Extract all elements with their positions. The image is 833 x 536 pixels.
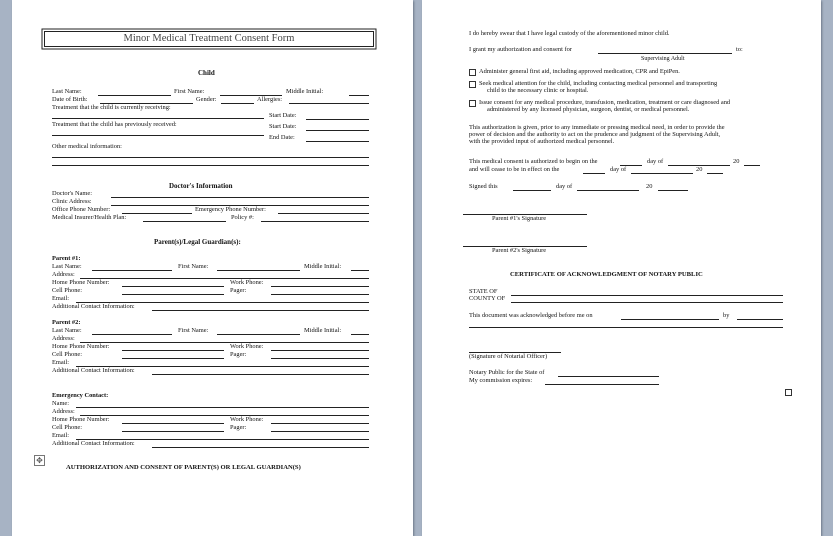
option2-text-1: Seek medical attention for the child, including contacting medical personnel and transporting [479, 80, 718, 87]
parents-heading: Parent(s)/Legal Guardian(s): [154, 238, 241, 246]
parent1-cell-phone-label: Cell Phone: [52, 287, 82, 294]
insurer-label: Medical Insurer/Health Plan: [52, 214, 127, 221]
emergency-work-phone-field[interactable] [271, 423, 369, 424]
parent2-work-phone-label: Work Phone: [230, 343, 264, 350]
signed-year-label: 20 [646, 183, 653, 190]
parent1-work-phone-field[interactable] [271, 286, 369, 287]
emergency-address-field[interactable] [80, 415, 369, 416]
parent1-additional-label: Additional Contact Information: [52, 303, 135, 310]
child-heading: Child [198, 69, 215, 77]
policy-label: Policy #: [231, 214, 254, 221]
doctor-heading: Doctor's Information [169, 182, 233, 190]
parent2-last-name-label: Last Name: [52, 327, 82, 334]
parent1-work-phone-label: Work Phone: [230, 279, 264, 286]
document-page-2 [422, 0, 821, 536]
child-middle-initial-label: Middle Initial: [286, 88, 324, 95]
parent2-first-name-label: First Name: [178, 327, 209, 334]
emergency-name-field[interactable] [76, 407, 369, 408]
current-treatment-label: Treatment that the child is currently receiving: [52, 104, 171, 111]
emergency-additional-field[interactable] [152, 447, 369, 448]
cease-year-label: 20 [696, 166, 703, 173]
acknowledged-date-field[interactable] [621, 319, 719, 320]
supervising-adult-field[interactable] [598, 53, 732, 54]
parent2-pager-label: Pager: [230, 351, 247, 358]
parent2-last-name-field[interactable] [92, 334, 172, 335]
parent1-signature-label: Parent #1's Signature [492, 215, 547, 222]
state-of-label: STATE OF [469, 288, 498, 295]
office-phone-field[interactable] [122, 213, 192, 214]
notary-state-label: Notary Public for the State of [469, 369, 545, 376]
child-last-name-label: Last Name: [52, 88, 82, 95]
child-first-name-label: First Name: [174, 88, 205, 95]
end-marker-checkbox [785, 389, 792, 396]
child-allergies-field[interactable] [289, 103, 369, 104]
emergency-work-phone-label: Work Phone: [230, 416, 264, 423]
parent2-signature-label: Parent #2's Signature [492, 247, 547, 254]
parent2-middle-initial-label: Middle Initial: [304, 327, 342, 334]
signed-year-field[interactable] [658, 190, 688, 191]
child-gender-field[interactable] [221, 103, 254, 104]
county-of-field[interactable] [511, 302, 783, 303]
parent2-cell-phone-field[interactable] [122, 358, 224, 359]
clinic-address-label: Clinic Address: [52, 198, 92, 205]
parent1-last-name-label: Last Name: [52, 263, 82, 270]
end-date-label: End Date: [269, 134, 295, 141]
parent2-additional-field[interactable] [152, 374, 369, 375]
parent1-pager-field[interactable] [271, 294, 369, 295]
supervising-adult-caption: Supervising Adult [641, 56, 685, 62]
emergency-email-label: Email: [52, 432, 70, 439]
grant-label: I grant my authorization and consent for [469, 46, 572, 53]
notary-state-field[interactable] [558, 376, 659, 377]
doctor-name-field[interactable] [111, 197, 369, 198]
parent1-pager-label: Pager: [230, 287, 247, 294]
authorization-para-3: with the provided input of authorized medical personnel. [469, 138, 615, 145]
cease-day-of-label: day of [610, 166, 627, 173]
state-of-field[interactable] [511, 295, 783, 296]
begin-year-field[interactable] [744, 165, 760, 166]
option1-text: Administer general first aid, including approved medication, CPR and EpiPen. [479, 68, 680, 75]
emergency-name-label: Name: [52, 400, 70, 407]
start-date-field-1[interactable] [306, 119, 369, 120]
option3-checkbox[interactable] [469, 100, 476, 107]
emergency-pager-label: Pager: [230, 424, 247, 431]
emergency-cell-phone-field[interactable] [122, 431, 224, 432]
acknowledged-by-field-2[interactable] [469, 327, 783, 328]
child-allergies-label: Allergies: [257, 96, 283, 103]
doctor-name-label: Doctor's Name: [52, 190, 93, 197]
emergency-additional-label: Additional Contact Information: [52, 440, 135, 447]
current-treatment-field[interactable] [52, 118, 264, 119]
parent1-cell-phone-field[interactable] [122, 294, 224, 295]
child-dob-label: Date of Birth: [52, 96, 88, 103]
office-phone-label: Office Phone Number: [52, 206, 111, 213]
parent2-pager-field[interactable] [271, 358, 369, 359]
child-last-name-field[interactable] [98, 95, 171, 96]
start-date-label-2: Start Date: [269, 123, 297, 130]
acknowledged-label: This document was acknowledged before me on [469, 312, 593, 319]
acknowledged-by-field[interactable] [737, 319, 783, 320]
cease-day-field[interactable] [583, 173, 605, 174]
commission-field[interactable] [545, 384, 659, 385]
authorization-para-2: power of decision and the authority to act on the prudence and judgment of the Supervising Adult, [469, 131, 721, 138]
parent2-work-phone-field[interactable] [271, 350, 369, 351]
county-of-label: COUNTY OF [469, 295, 506, 302]
option2-checkbox[interactable] [469, 81, 476, 88]
cease-month-field[interactable] [631, 173, 693, 174]
notary-certificate-heading: CERTIFICATE OF ACKNOWLEDGMENT OF NOTARY PUBLIC [510, 271, 703, 278]
emergency-pager-field[interactable] [271, 431, 369, 432]
insurer-field[interactable] [143, 221, 226, 222]
custody-statement: I do hereby swear that I have legal custody of the aforementioned minor child. [469, 30, 670, 37]
parent2-email-label: Email: [52, 359, 70, 366]
signed-month-field[interactable] [577, 190, 639, 191]
previous-treatment-label: Treatment that the child has previously received: [52, 121, 177, 128]
emergency-home-phone-field[interactable] [122, 423, 224, 424]
parent2-additional-label: Additional Contact Information: [52, 367, 135, 374]
parent1-first-name-label: First Name: [178, 263, 209, 270]
parent1-middle-initial-label: Middle Initial: [304, 263, 342, 270]
emergency-heading: Emergency Contact: [52, 392, 109, 399]
parent1-email-label: Email: [52, 295, 70, 302]
parent2-home-phone-field[interactable] [122, 350, 224, 351]
signed-day-of-label: day of [556, 183, 573, 190]
emergency-home-phone-label: Home Phone Number: [52, 416, 110, 423]
emergency-address-label: Address: [52, 408, 75, 415]
form-title: Minor Medical Treatment Consent Form [123, 33, 295, 44]
parent1-address-label: Address: [52, 271, 75, 278]
child-middle-initial-field[interactable] [349, 95, 369, 96]
authorization-heading: AUTHORIZATION AND CONSENT OF PARENT(S) OR LEGAL GUARDIAN(S) [66, 464, 301, 471]
policy-field[interactable] [261, 221, 369, 222]
by-label: by [723, 312, 730, 319]
cease-year-field[interactable] [707, 173, 723, 174]
authorization-para-1: This authorization is given, prior to any immediate or pressing medical need, in order to provide the [469, 124, 725, 131]
parent1-additional-field[interactable] [152, 310, 369, 311]
signed-label: Signed this [469, 183, 498, 190]
parent1-last-name-field[interactable] [92, 270, 172, 271]
parent2-cell-phone-label: Cell Phone: [52, 351, 82, 358]
emergency-cell-phone-label: Cell Phone: [52, 424, 82, 431]
start-date-field-2[interactable] [306, 130, 369, 131]
option2-text-2: child to the necessary clinic or hospital. [487, 87, 589, 94]
parent1-home-phone-label: Home Phone Number: [52, 279, 110, 286]
other-medical-label: Other medical information: [52, 143, 122, 150]
parent1-home-phone-field[interactable] [122, 286, 224, 287]
parent2-middle-initial-field[interactable] [351, 334, 369, 335]
to-label: to: [736, 46, 743, 53]
previous-treatment-field[interactable] [52, 135, 264, 136]
begin-year-label: 20 [733, 158, 740, 165]
document-page-1 [12, 0, 413, 536]
parent1-heading: Parent #1: [52, 255, 81, 262]
start-date-label-1: Start Date: [269, 112, 297, 119]
other-medical-field-1[interactable] [52, 157, 369, 158]
parent2-home-phone-label: Home Phone Number: [52, 343, 110, 350]
move-handle-icon[interactable]: ✥ [34, 455, 45, 466]
parent1-middle-initial-field[interactable] [351, 270, 369, 271]
option3-text-2: administered by any licensed physician, surgeon, dentist, or medical personnel. [487, 106, 690, 113]
commission-label: My commission expires: [469, 377, 533, 384]
emergency-phone-label: Emergency Phone Number: [195, 206, 266, 213]
begin-label: This medical consent is authorized to begin on the [469, 158, 598, 165]
parent2-first-name-field[interactable] [217, 334, 300, 335]
parent1-address-field[interactable] [80, 278, 369, 279]
cease-label: and will cease to be in effect on the [469, 166, 560, 173]
form-title-box [44, 31, 374, 47]
end-date-field[interactable] [306, 141, 369, 142]
emergency-phone-field[interactable] [278, 213, 369, 214]
notarial-signature-label: (Signature of Notarial Officer) [469, 353, 548, 360]
option1-checkbox[interactable] [469, 69, 476, 76]
other-medical-field-2[interactable] [52, 165, 369, 166]
child-gender-label: Gender: [196, 96, 217, 103]
parent2-address-label: Address: [52, 335, 75, 342]
parent2-address-field[interactable] [80, 342, 369, 343]
signed-day-field[interactable] [513, 190, 551, 191]
begin-day-of-label: day of [647, 158, 664, 165]
parent2-heading: Parent #2: [52, 319, 81, 326]
parent1-first-name-field[interactable] [217, 270, 300, 271]
option3-text-1: Issue consent for any medical procedure, transfusion, medication, treatment or care diagnosed and [479, 99, 731, 106]
